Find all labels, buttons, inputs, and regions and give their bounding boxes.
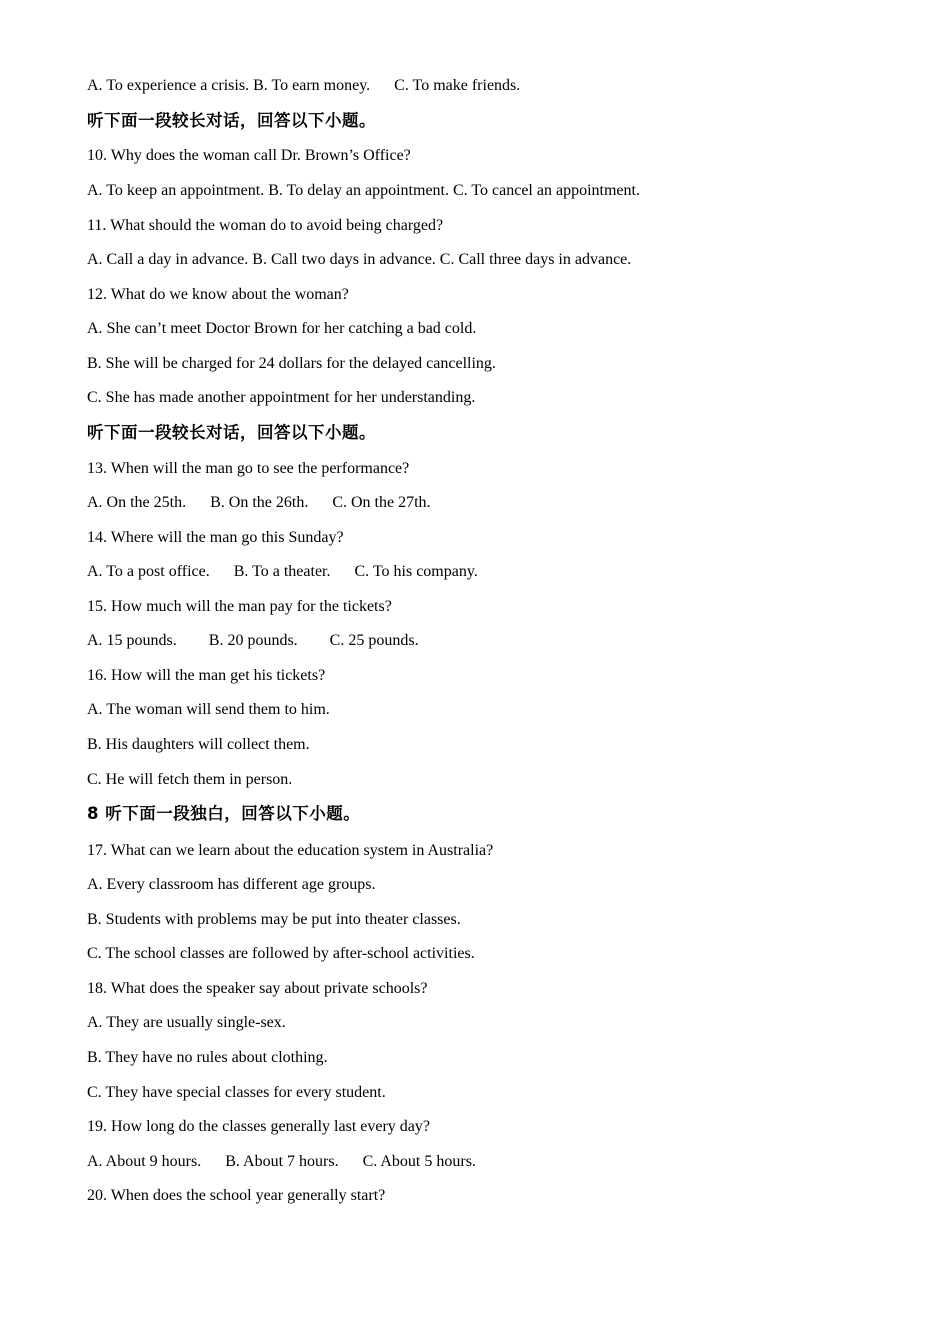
question-line: 13. When will the man go to see the performance? [87,460,410,477]
option-line: B. Students with problems may be put into theater classes. [87,911,461,928]
question-line: 20. When does the school year generally start? [87,1187,386,1204]
option-line: C. The school classes are followed by after-school activities. [87,945,475,962]
question-line: 15. How much will the man pay for the tickets? [87,598,392,615]
question-line: 16. How will the man get his tickets? [87,667,326,684]
option-line: A. The woman will send them to him. [87,701,330,718]
question-line: 19. How long do the classes generally last every day? [87,1118,431,1135]
question-line: 11. What should the woman do to avoid being charged? [87,217,444,234]
option-line: A. To keep an appointment. B. To delay an appointment. C. To cancel an appointment. [87,182,640,199]
option-line: A. 15 pounds. B. 20 pounds. C. 25 pounds. [87,632,419,649]
option-line: A. They are usually single-sex. [87,1014,286,1031]
question-line: 17. What can we learn about the education system in Australia? [87,842,494,859]
option-line: A. To experience a crisis. B. To earn money. C. To make friends. [87,77,521,94]
section-heading: 听下面一段较长对话，回答以下小题。 [87,111,376,130]
option-line: A. To a post office. B. To a theater. C. To his company. [87,563,478,580]
question-line: 10. Why does the woman call Dr. Brown’s Office? [87,147,411,164]
option-line: C. He will fetch them in person. [87,771,293,788]
question-line: 14. Where will the man go this Sunday? [87,529,344,546]
question-line: 18. What does the speaker say about private schools? [87,980,428,997]
option-line: C. They have special classes for every student. [87,1084,386,1101]
option-line: A. Every classroom has different age groups. [87,876,376,893]
option-line: A. About 9 hours. B. About 7 hours. C. About 5 hours. [87,1153,476,1170]
option-line: B. They have no rules about clothing. [87,1049,328,1066]
option-line: B. She will be charged for 24 dollars for the delayed cancelling. [87,355,496,372]
option-line: A. On the 25th. B. On the 26th. C. On the 27th. [87,494,431,511]
section-heading: 8 听下面一段独白，回答以下小题。 [87,804,361,823]
option-line: C. She has made another appointment for her understanding. [87,389,476,406]
section-heading: 听下面一段较长对话，回答以下小题。 [87,423,376,442]
option-line: A. Call a day in advance. B. Call two days in advance. C. Call three days in advance. [87,251,632,268]
option-line: B. His daughters will collect them. [87,736,310,753]
option-line: A. She can’t meet Doctor Brown for her catching a bad cold. [87,320,477,337]
question-line: 12. What do we know about the woman? [87,286,349,303]
